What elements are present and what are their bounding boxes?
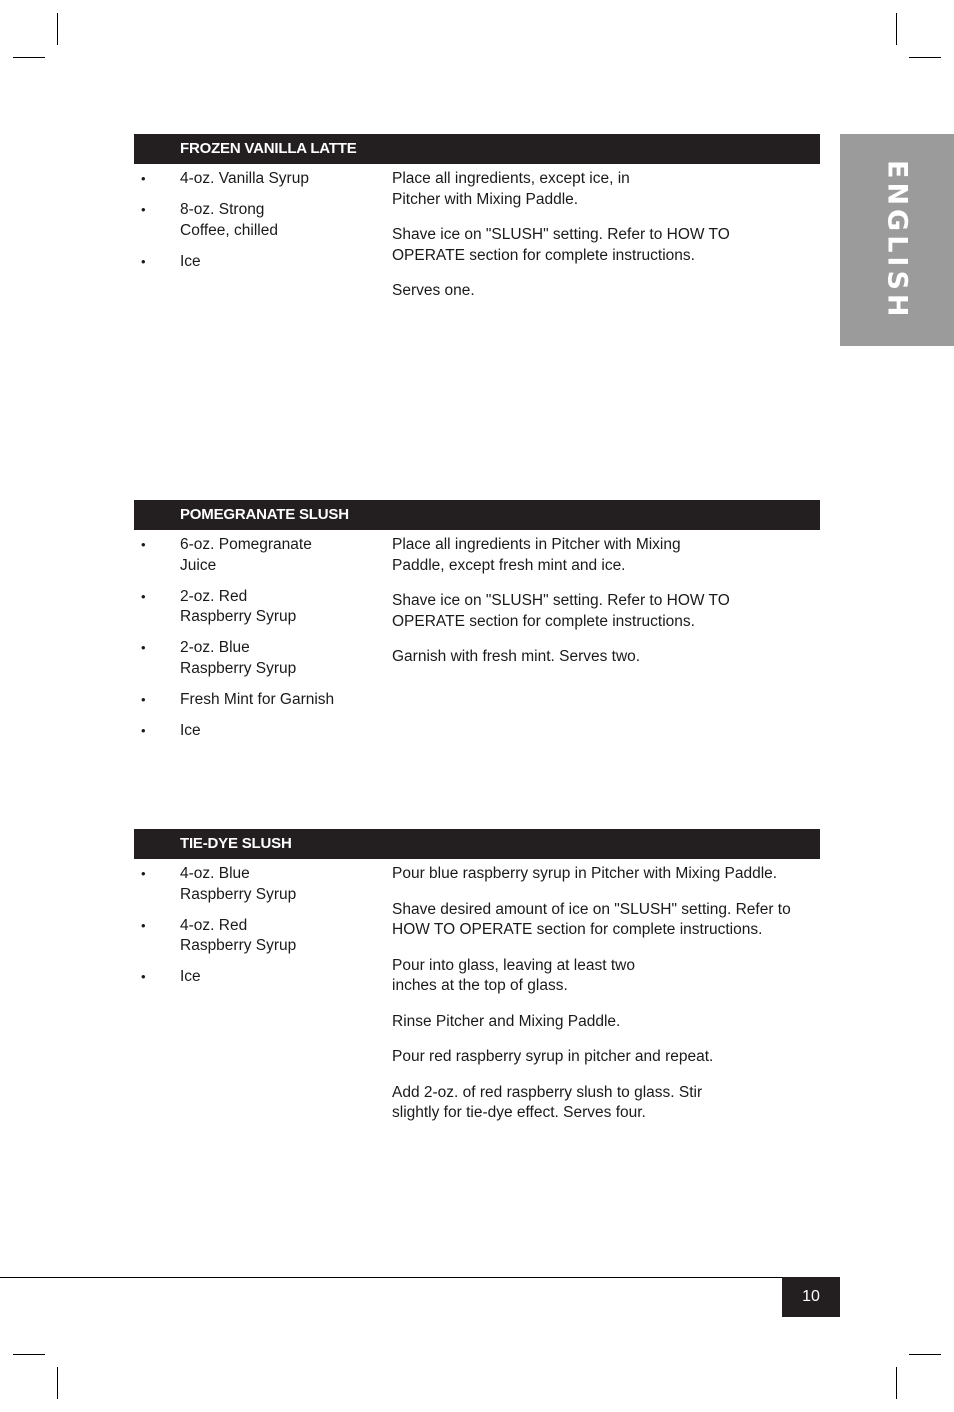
ingredient-item (134, 916, 384, 957)
ingredient-text: 4-oz. Blue Raspberry Syrup (180, 865, 297, 903)
bullet-icon: • (141, 866, 146, 881)
ingredient-text: 2-oz. Red Raspberry Syrup (180, 587, 297, 625)
recipe-frozen-vanilla-latte (134, 134, 820, 299)
bullet-icon: • (141, 691, 146, 707)
bullet-icon: • (141, 588, 146, 604)
recipe-title: TIE-DYE SLUSH (134, 829, 820, 859)
ingredient-text: Fresh Mint for Garnish (180, 690, 335, 708)
crop-mark (909, 1354, 941, 1355)
footer-rule (0, 1277, 840, 1278)
bullet-icon: • (141, 202, 146, 217)
instruction-step: Add 2-oz. of red raspberry slush to glass. Stir slightly for tie-dye effect. Serves four. (392, 1083, 703, 1121)
recipe-title: FROZEN VANILLA LATTE (134, 134, 820, 164)
instruction-step: Rinse Pitcher and Mixing Paddle. (392, 1012, 621, 1030)
recipe-tie-dye-slush (134, 829, 820, 1121)
ingredient-text: 4-oz. Red Raspberry Syrup (180, 916, 297, 954)
ingredient-item (134, 690, 384, 711)
bullet-icon: • (141, 253, 146, 269)
ingredient-item (134, 535, 384, 576)
bullet-icon: • (141, 537, 146, 552)
recipe-title: POMEGRANATE SLUSH (134, 500, 820, 530)
bullet-icon: • (141, 640, 146, 655)
page-number: 10 (782, 1277, 840, 1317)
ingredient-text: Ice (180, 252, 201, 270)
crop-mark (57, 1367, 58, 1399)
ingredient-list (134, 169, 384, 283)
ingredient-item (134, 967, 384, 988)
instructions (392, 864, 812, 1139)
bullet-icon: • (141, 722, 146, 738)
crop-mark (896, 1367, 897, 1399)
crop-mark (13, 1354, 45, 1355)
ingredient-text: Ice (180, 721, 201, 739)
ingredient-text: Ice (180, 968, 201, 985)
language-tab (840, 134, 954, 346)
instruction-step: Pour red raspberry syrup in pitcher and repeat. (392, 1048, 714, 1065)
bullet-icon: • (141, 171, 146, 186)
crop-mark (57, 13, 58, 45)
ingredient-item (134, 169, 384, 190)
bullet-icon: • (141, 917, 146, 933)
instruction-step: Place all ingredients in Pitcher with Mixing Paddle, except fresh mint and ice. (392, 536, 681, 574)
language-tab-label: ENGLISH (881, 159, 913, 321)
ingredient-list (134, 864, 384, 998)
instruction-step: Pour blue raspberry syrup in Pitcher with Mixing Paddle. (392, 865, 778, 882)
instruction-step: Place all ingredients, except ice, in Pitcher with Mixing Paddle. (392, 170, 630, 208)
bullet-icon: • (141, 969, 146, 984)
crop-mark (909, 57, 941, 58)
instruction-step: Shave ice on "SLUSH" setting. Refer to HOW TO OPERATE section for complete instructions. (392, 226, 730, 264)
ingredient-list (134, 535, 384, 752)
ingredient-item (134, 721, 384, 742)
ingredient-text: 8-oz. Strong Coffee, chilled (180, 201, 278, 239)
instruction-step: Pour into glass, leaving at least two inches at the top of glass. (392, 956, 635, 994)
instruction-step: Shave desired amount of ice on "SLUSH" setting. Refer to HOW TO OPERATE section for complete instructions. (392, 900, 791, 938)
ingredient-text: 2-oz. Blue Raspberry Syrup (180, 639, 297, 677)
instructions (392, 169, 812, 317)
ingredient-text: 6-oz. Pomegranate Juice (180, 536, 312, 574)
ingredient-item (134, 864, 384, 905)
ingredient-text: 4-oz. Vanilla Syrup (180, 170, 309, 187)
crop-mark (13, 57, 45, 58)
ingredient-item (134, 252, 384, 273)
ingredient-item (134, 638, 384, 679)
instructions (392, 535, 812, 683)
ingredient-item (134, 587, 384, 628)
instruction-step: Garnish with fresh mint. Serves two. (392, 648, 641, 665)
ingredient-item (134, 200, 384, 241)
instruction-step: Shave ice on "SLUSH" setting. Refer to HOW TO OPERATE section for complete instructions. (392, 592, 730, 630)
instruction-step: Serves one. (392, 282, 475, 299)
crop-mark (896, 13, 897, 45)
recipe-pomegranate-slush (134, 500, 820, 739)
